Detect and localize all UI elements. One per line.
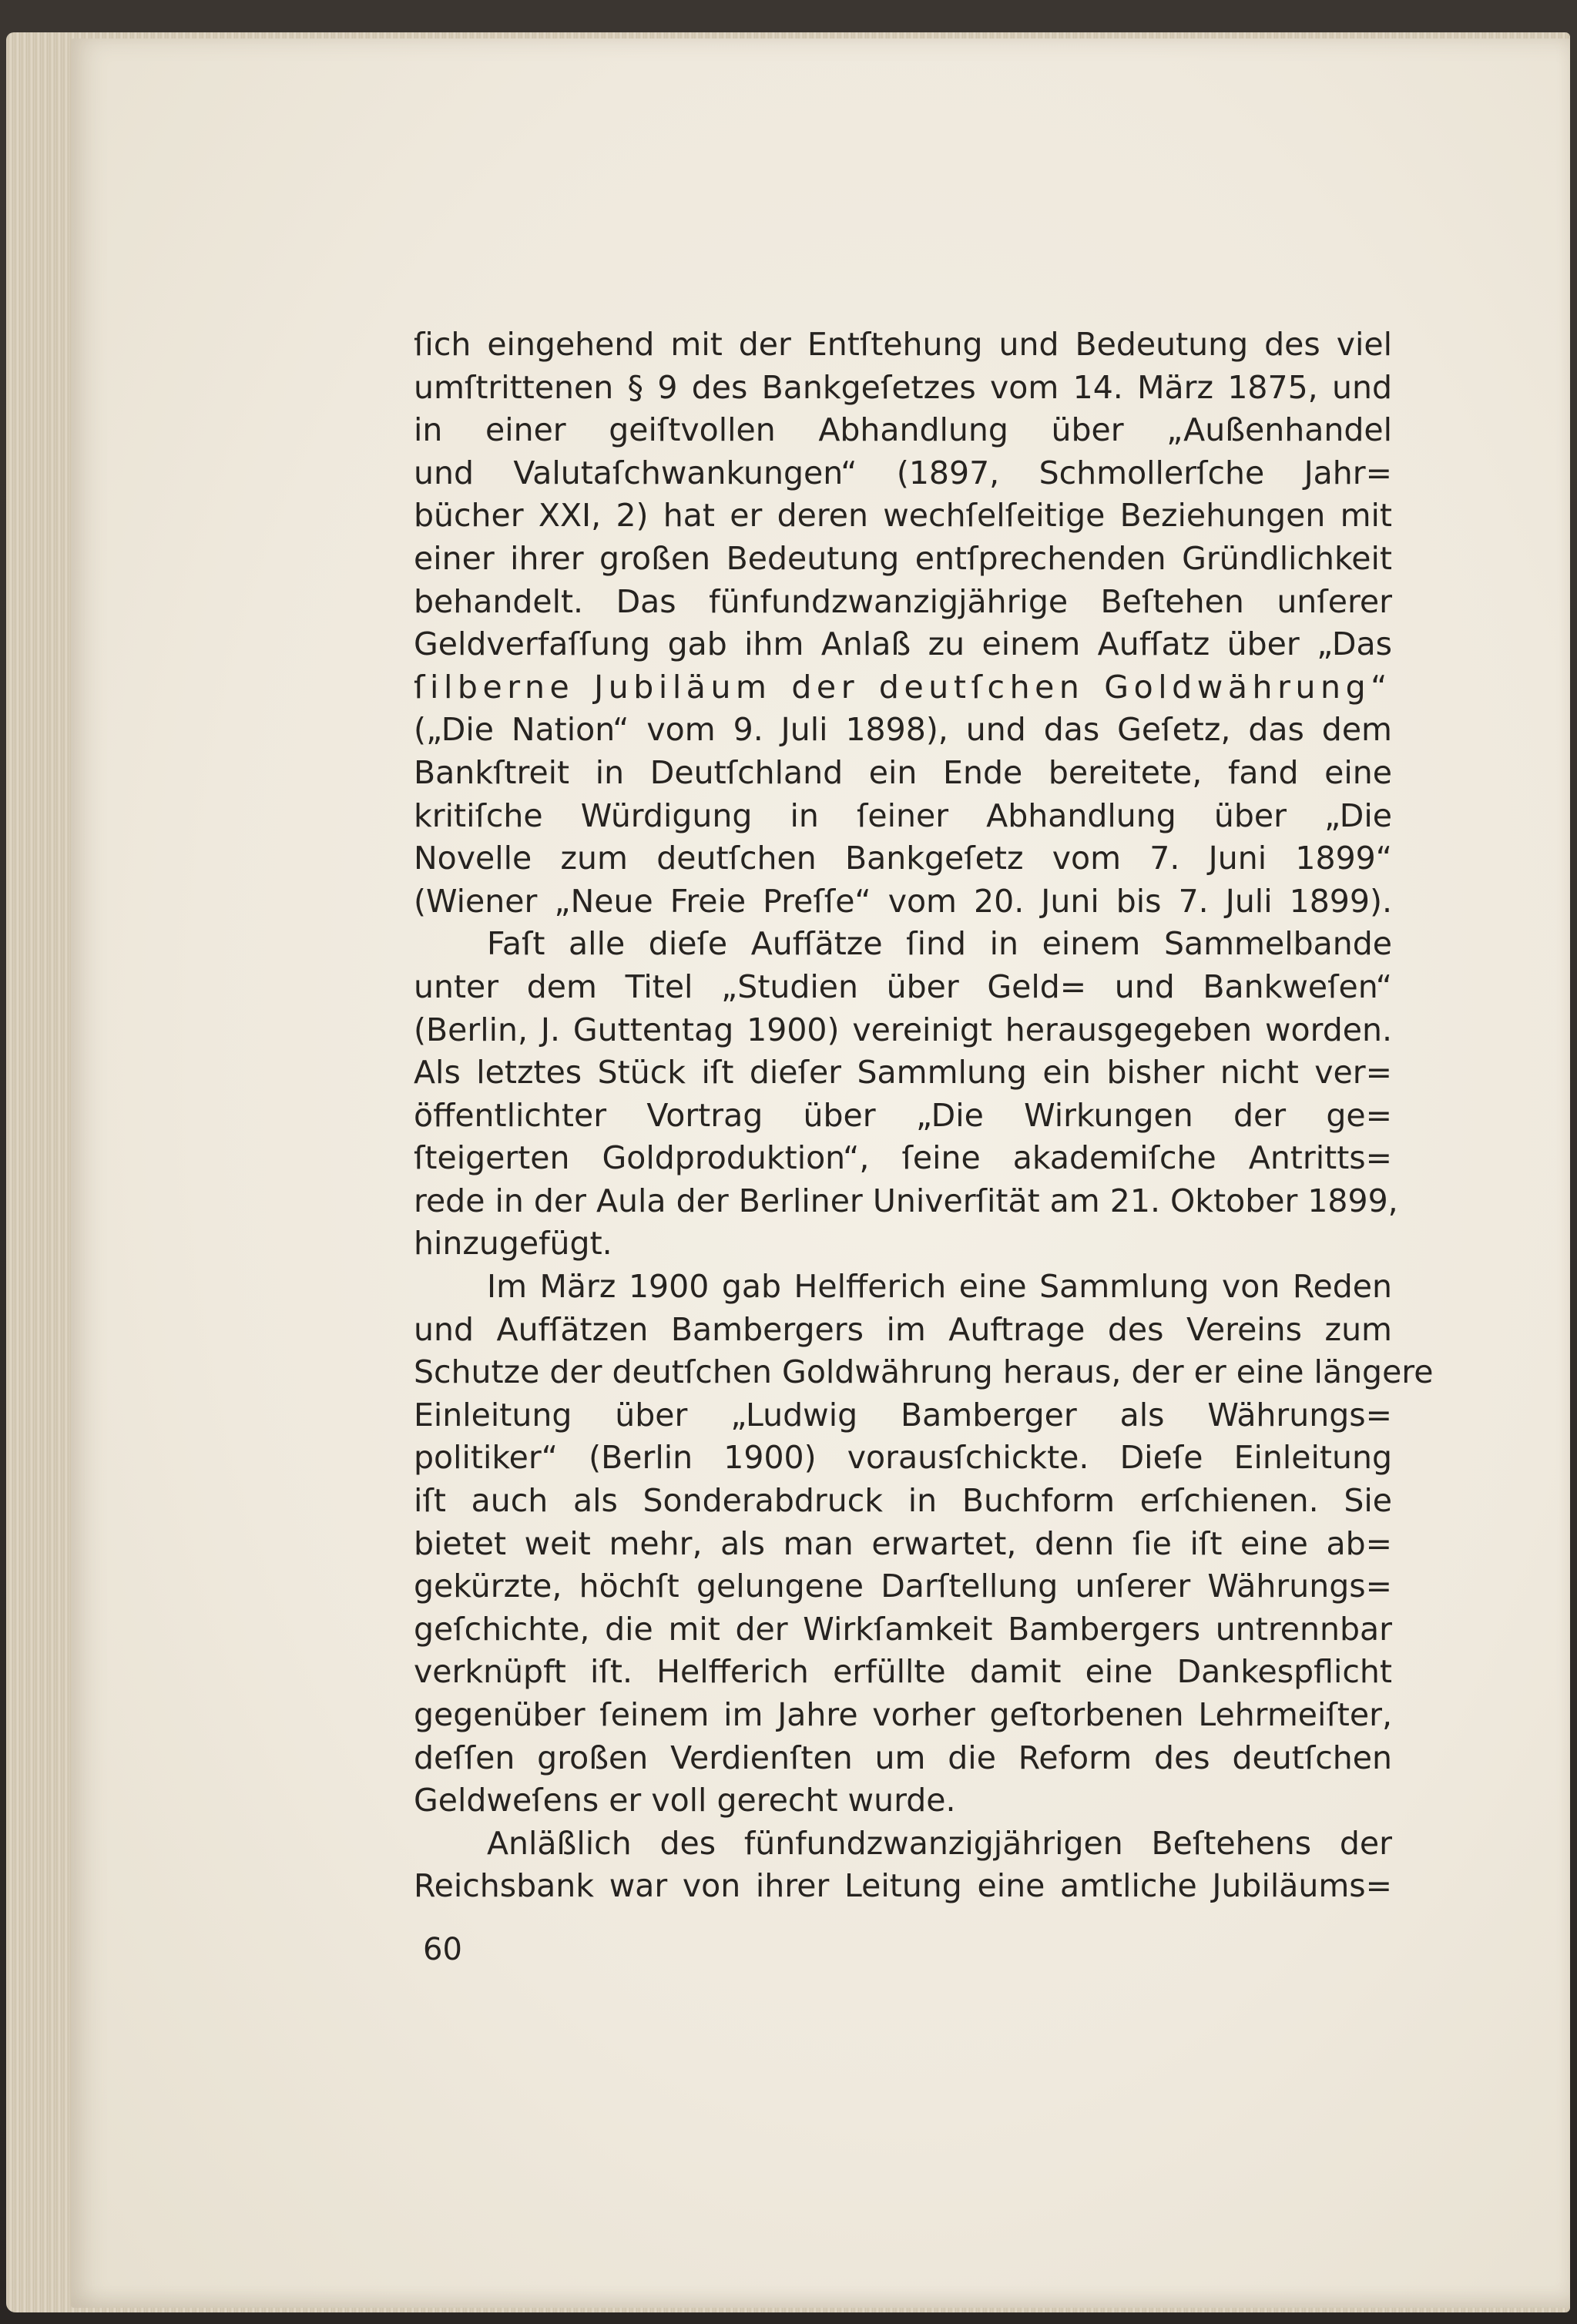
- text-line: Geldweſens er voll gerecht wurde.: [414, 1782, 956, 1819]
- text-line: bietet weit mehr, als man erwartet, denn ſie iſt eine ab=: [414, 1524, 1392, 1562]
- text-line: („Die Nation“ vom 9. Juli 1898), und das Geſetz, das dem: [414, 711, 1392, 749]
- text-line: verknüpft iſt. Helfferich erfüllte damit eine Dankespflicht: [414, 1653, 1392, 1691]
- text-line: Im März 1900 gab Helfferich eine Sammlung von Reden: [487, 1268, 1392, 1306]
- text-line: Geldverfaſſung gab ihm Anlaß zu einem Aufſatz über „Das: [414, 625, 1392, 663]
- text-line: hinzugefügt.: [414, 1225, 612, 1263]
- text-line: politiker“ (Berlin 1900) vorausſchickte. Dieſe Einleitung: [414, 1439, 1392, 1477]
- text-line: Anläßlich des fünfundzwanzigjährigen Beſtehens der: [487, 1824, 1392, 1862]
- text-line: ſteigerten Goldproduktion“, ſeine akademiſche Antritts=: [414, 1139, 1392, 1177]
- text-line: deſſen großen Verdienſten um die Reform des deutſchen: [414, 1739, 1392, 1776]
- text-line: und Valutaſchwankungen“ (1897, Schmollerſche Jahr=: [414, 454, 1392, 491]
- text-line: öffentlichter Vortrag über „Die Wirkungen der ge=: [414, 1096, 1392, 1134]
- body-text: [414, 324, 1434, 1908]
- text-line: ſich eingehend mit der Entſtehung und Bedeutung des viel: [414, 326, 1392, 363]
- text-line: Reichsbank war von ihrer Leitung eine amtliche Jubiläums=: [414, 1867, 1392, 1905]
- text-line: (Berlin, J. Guttentag 1900) vereinigt herausgegeben worden.: [414, 1011, 1392, 1048]
- page-number: 60: [423, 1932, 462, 1967]
- text-line: ſilberne Jubiläum der deutſchen Goldwährung“: [414, 668, 1392, 706]
- text-line: in einer geiſtvollen Abhandlung über „Außenhandel: [414, 411, 1392, 449]
- text-line: Einleitung über „Ludwig Bamberger als Währungs=: [414, 1396, 1392, 1434]
- text-line: (Wiener „Neue Freie Preſſe“ vom 20. Juni bis 7. Juli 1899).: [414, 882, 1392, 920]
- text-line: behandelt. Das fünfundzwanzigjährige Beſtehen unſerer: [414, 582, 1392, 620]
- text-line: und Aufſätzen Bambergers im Auftrage des Vereins zum: [414, 1310, 1392, 1348]
- text-line: bücher XXI, 2) hat er deren wechſelſeitige Beziehungen mit: [414, 497, 1392, 535]
- text-line: unter dem Titel „Studien über Geld= und Bankweſen“: [414, 967, 1392, 1005]
- text-line: gekürzte, höchſt gelungene Darſtellung unſerer Währungs=: [414, 1568, 1392, 1605]
- text-line: Novelle zum deutſchen Bankgeſetz vom 7. Juni 1899“: [414, 840, 1392, 877]
- text-line: kritiſche Würdigung in ſeiner Abhandlung über „Die: [414, 796, 1392, 834]
- text-line: Schutze der deutſchen Goldwährung heraus, der er eine längere: [414, 1353, 1434, 1391]
- text-line: Als letztes Stück iſt dieſer Sammlung ein bisher nicht ver=: [414, 1054, 1392, 1092]
- text-line: iſt auch als Sonderabdruck in Buchform erſchienen. Sie: [414, 1482, 1392, 1520]
- text-line: Faſt alle dieſe Aufſätze ſind in einem Sammelbande: [487, 925, 1392, 963]
- text-line: Bankſtreit in Deutſchland ein Ende bereitete, fand eine: [414, 753, 1392, 791]
- text-line: einer ihrer großen Bedeutung entſprechenden Gründlichkeit: [414, 539, 1392, 577]
- text-line: umſtrittenen § 9 des Bankgeſetzes vom 14. März 1875, und: [414, 368, 1392, 406]
- text-line: geſchichte, die mit der Wirkſamkeit Bambergers untrennbar: [414, 1610, 1392, 1648]
- text-line: rede in der Aula der Berliner Univerſität am 21. Oktober 1899,: [414, 1182, 1398, 1219]
- text-line: gegenüber ſeinem im Jahre vorher geſtorbenen Lehrmeiſter,: [414, 1696, 1392, 1733]
